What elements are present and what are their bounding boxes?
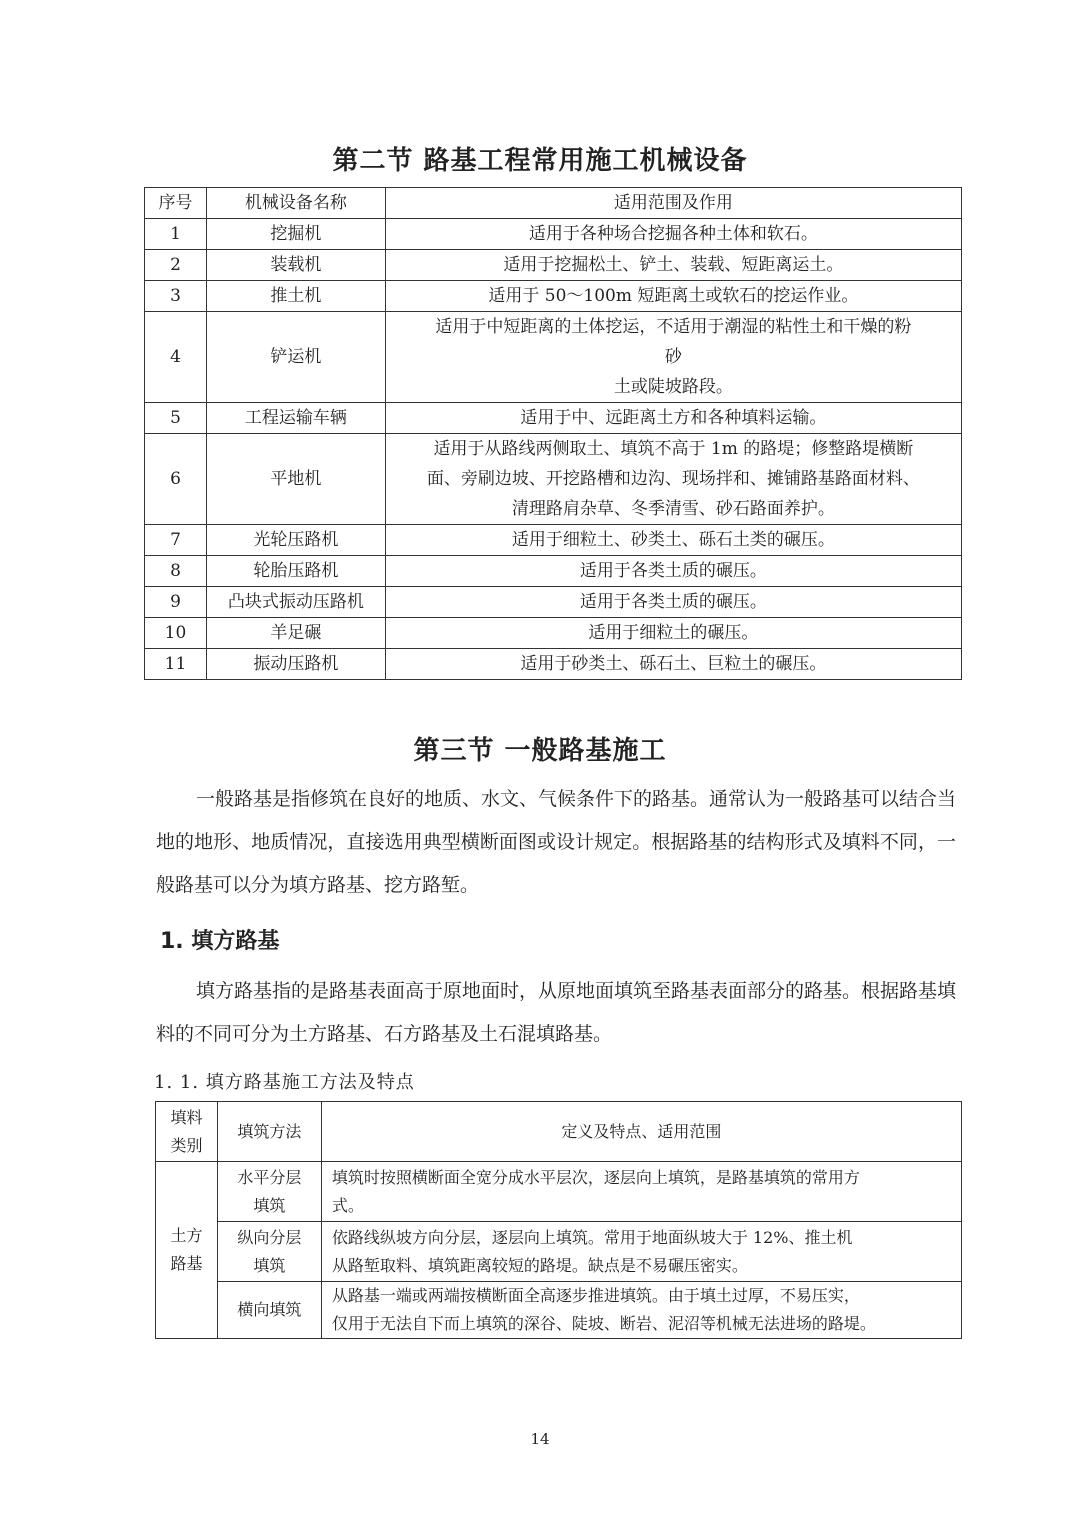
cell-name: 凸块式振动压路机 (206, 587, 385, 618)
method-line: 横向填筑 (237, 1300, 302, 1319)
table-row (145, 219, 962, 250)
cell-desc (321, 1222, 961, 1282)
method-line: 水平分层 (237, 1167, 302, 1187)
header-desc: 适用范围及作用 (385, 188, 961, 219)
machinery-table (144, 187, 962, 680)
header-line: 填料 (170, 1107, 203, 1127)
desc-line: 适用于中短距离的土体挖运，不适用于潮湿的粘性土和干燥的粉 (435, 317, 912, 337)
desc-line: 清理路肩杂草、冬季清雪、砂石路面养护。 (511, 499, 835, 519)
table-row (156, 1282, 962, 1339)
table-row (145, 525, 962, 556)
cell-no: 11 (145, 649, 207, 680)
table-row (145, 587, 962, 618)
desc-line: 仅用于无法自下而上填筑的深谷、陡坡、断岩、泥沼等机械无法进场的路堤。 (331, 1314, 876, 1333)
cell-desc: 适用于挖掘松土、铲土、装载、短距离运土。 (385, 250, 961, 281)
section2-title: 第二节 路基工程常用施工机械设备 (332, 146, 748, 176)
cell-desc: 适用于 50～100m 短距离土或软石的挖运作业。 (385, 281, 961, 312)
cell-no: 4 (145, 312, 207, 403)
table-row (145, 281, 962, 312)
cell-name: 光轮压路机 (206, 525, 385, 556)
desc-line: 面、旁刷边坡、开挖路槽和边沟、现场拌和、摊铺路基路面材料、 (426, 469, 920, 489)
cell-no: 3 (145, 281, 207, 312)
table-row (156, 1222, 962, 1282)
subsubsection-title: 1. 1. 填方路基施工方法及特点 (154, 1072, 415, 1093)
cell-name: 羊足碾 (206, 618, 385, 649)
cell-method (217, 1222, 321, 1282)
cell-method (217, 1282, 321, 1339)
desc-line: 土或陡坡路段。 (613, 377, 733, 397)
table-row (145, 403, 962, 434)
cell-name: 振动压路机 (206, 649, 385, 680)
table-row (145, 556, 962, 587)
table-row (145, 250, 962, 281)
fill-subgrade-paragraph: 填方路基指的是路基表面高于原地面时，从原地面填筑至路基表面部分的路基。根据路基填料的不同可分为土方路基、石方路基及土石混填路基。 (156, 980, 957, 1045)
cell-name: 挖掘机 (206, 219, 385, 250)
cell-no: 5 (145, 403, 207, 434)
cell-name: 推土机 (206, 281, 385, 312)
cell-desc: 适用于中、远距离土方和各种填料运输。 (385, 403, 961, 434)
cell-no: 1 (145, 219, 207, 250)
desc-line: 适用于从路线两侧取土、填筑不高于 1m 的路堤；修整路堤横断 (433, 439, 914, 459)
group-line: 土方 (170, 1226, 203, 1245)
cell-desc: 适用于各类土质的碾压。 (385, 587, 961, 618)
header-method: 填筑方法 (217, 1102, 321, 1162)
desc-line: 从路基一端或两端按横断面全高逐步推进填筑。由于填土过厚，不易压实， (331, 1286, 860, 1305)
section3-title: 第三节 一般路基施工 (413, 736, 667, 766)
header-name: 机械设备名称 (206, 188, 385, 219)
table-row (145, 618, 962, 649)
cell-desc: 适用于细粒土、砂类土、砾石土类的碾压。 (385, 525, 961, 556)
cell-desc (321, 1162, 961, 1222)
cell-desc (321, 1282, 961, 1339)
table-row (145, 312, 962, 403)
cell-desc: 适用于细粒土的碾压。 (385, 618, 961, 649)
cell-name: 平地机 (206, 434, 385, 525)
table-row (156, 1162, 962, 1222)
cell-group (156, 1162, 218, 1339)
cell-no: 2 (145, 250, 207, 281)
method-line: 填筑 (253, 1255, 286, 1275)
cell-name: 工程运输车辆 (206, 403, 385, 434)
cell-desc: 适用于各类土质的碾压。 (385, 556, 961, 587)
table-header-row (156, 1102, 962, 1162)
cell-no: 9 (145, 587, 207, 618)
cell-desc (385, 312, 961, 403)
method-line: 填筑 (253, 1195, 286, 1215)
subsection-title: 1. 填方路基 (160, 929, 280, 954)
cell-name: 铲运机 (206, 312, 385, 403)
header-line: 类别 (170, 1135, 203, 1155)
page-number: 14 (530, 1430, 550, 1448)
desc-line: 填筑时按照横断面全宽分成水平层次，逐层向上填筑，是路基填筑的常用方 (331, 1167, 860, 1187)
table-header-row (145, 188, 962, 219)
desc-line: 依路线纵坡方向分层，逐层向上填筑。常用于地面纵坡大于 12%、推土机 (331, 1227, 853, 1247)
group-line: 路基 (170, 1254, 203, 1273)
cell-name: 装载机 (206, 250, 385, 281)
cell-desc (385, 434, 961, 525)
header-no: 序号 (145, 188, 207, 219)
cell-name: 轮胎压路机 (206, 556, 385, 587)
cell-no: 10 (145, 618, 207, 649)
cell-no: 7 (145, 525, 207, 556)
desc-line: 式。 (331, 1195, 364, 1215)
cell-no: 6 (145, 434, 207, 525)
header-fill-type (156, 1102, 218, 1162)
desc-line: 从路堑取料、填筑距离较短的路堤。缺点是不易碾压密实。 (331, 1255, 748, 1275)
method-line: 纵向分层 (237, 1227, 302, 1247)
table-row (145, 434, 962, 525)
cell-desc: 适用于各种场合挖掘各种土体和软石。 (385, 219, 961, 250)
cell-desc: 适用于砂类土、砾石土、巨粒土的碾压。 (385, 649, 961, 680)
desc-line: 砂 (664, 347, 682, 367)
header-desc: 定义及特点、适用范围 (321, 1102, 961, 1162)
cell-no: 8 (145, 556, 207, 587)
cell-method (217, 1162, 321, 1222)
intro-paragraph: 一般路基是指修筑在良好的地质、水文、气候条件下的路基。通常认为一般路基可以结合当地的地形、地质情况，直接选用典型横断面图或设计规定。根据路基的结构形式及填料不同，一般路基可以分为填方路基、挖方路堑。 (156, 788, 957, 896)
table-row (145, 649, 962, 680)
fill-method-table (155, 1101, 962, 1339)
